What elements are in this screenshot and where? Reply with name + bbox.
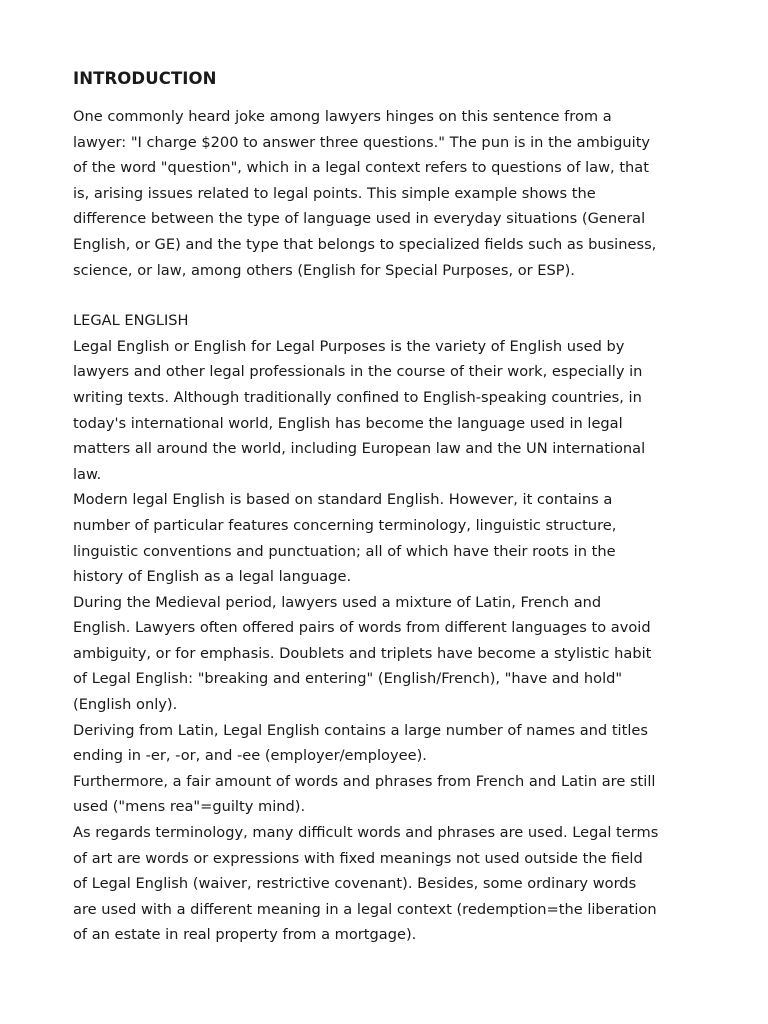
- text-line: writing texts. Although traditionally confined to English-speaking countries, in: [73, 388, 642, 406]
- paragraph-latin-derivation: [73, 718, 697, 769]
- text-line: number of particular features concerning terminology, linguistic structure,: [73, 516, 617, 534]
- document-page: [73, 66, 697, 948]
- text-line: Furthermore, a fair amount of words and phrases from French and Latin are still: [73, 772, 656, 790]
- text-line: ending in -er, -or, and -ee (employer/employee).: [73, 747, 427, 765]
- text-line: Legal English or English for Legal Purposes is the variety of English used by: [73, 337, 625, 355]
- text-line: linguistic conventions and punctuation; all of which have their roots in the: [73, 542, 616, 560]
- paragraph-terminology: [73, 820, 697, 948]
- text-line: lawyer: "I charge $200 to answer three questions." The pun is in the ambiguity: [73, 133, 651, 151]
- text-line: of Legal English (waiver, restrictive covenant). Besides, some ordinary words: [73, 875, 637, 893]
- text-line: history of English as a legal language.: [73, 568, 352, 586]
- text-line: As regards terminology, many difficult words and phrases are used. Legal terms: [73, 824, 659, 842]
- text-line: difference between the type of language used in everyday situations (General: [73, 210, 646, 228]
- text-line: During the Medieval period, lawyers used a mixture of Latin, French and: [73, 593, 602, 611]
- section-title: LEGAL ENGLISH: [73, 312, 189, 330]
- text-line: used ("mens rea"=guilty mind).: [73, 798, 306, 816]
- text-line: Modern legal English is based on standard English. However, it contains a: [73, 491, 613, 509]
- text-line: English, or GE) and the type that belongs to specialized fields such as business,: [73, 235, 657, 253]
- text-line: are used with a different meaning in a legal context (redemption=the liberation: [73, 900, 657, 918]
- paragraph-medieval-period: [73, 590, 697, 718]
- text-line: of Legal English: "breaking and entering" (English/French), "have and hold": [73, 670, 623, 688]
- paragraph-legal-english: [73, 334, 697, 488]
- text-line: science, or law, among others (English for Special Purposes, or ESP).: [73, 261, 575, 279]
- paragraph-modern-legal-english: [73, 487, 697, 589]
- page-title: INTRODUCTION: [73, 69, 217, 88]
- text-line: matters all around the world, including European law and the UN international: [73, 440, 646, 458]
- text-line: ambiguity, or for emphasis. Doublets and triplets have become a stylistic habit: [73, 644, 652, 662]
- text-line: of an estate in real property from a mortgage).: [73, 926, 417, 944]
- text-line: of the word "question", which in a legal context refers to questions of law, that: [73, 159, 649, 177]
- text-line: One commonly heard joke among lawyers hinges on this sentence from a: [73, 108, 612, 125]
- text-line: lawyers and other legal professionals in the course of their work, especially in: [73, 363, 643, 381]
- text-line: today's international world, English has become the language used in legal: [73, 414, 623, 432]
- text-line: Deriving from Latin, Legal English contains a large number of names and titles: [73, 721, 648, 739]
- text-line: law.: [73, 465, 102, 483]
- text-line: (English only).: [73, 696, 178, 714]
- text-line: is, arising issues related to legal points. This simple example shows the: [73, 184, 596, 202]
- text-line: English. Lawyers often offered pairs of words from different languages to avoid: [73, 619, 651, 637]
- intro-paragraph: [73, 104, 697, 283]
- paragraph-french-latin-phrases: [73, 769, 697, 820]
- text-line: of art are words or expressions with fixed meanings not used outside the field: [73, 849, 643, 867]
